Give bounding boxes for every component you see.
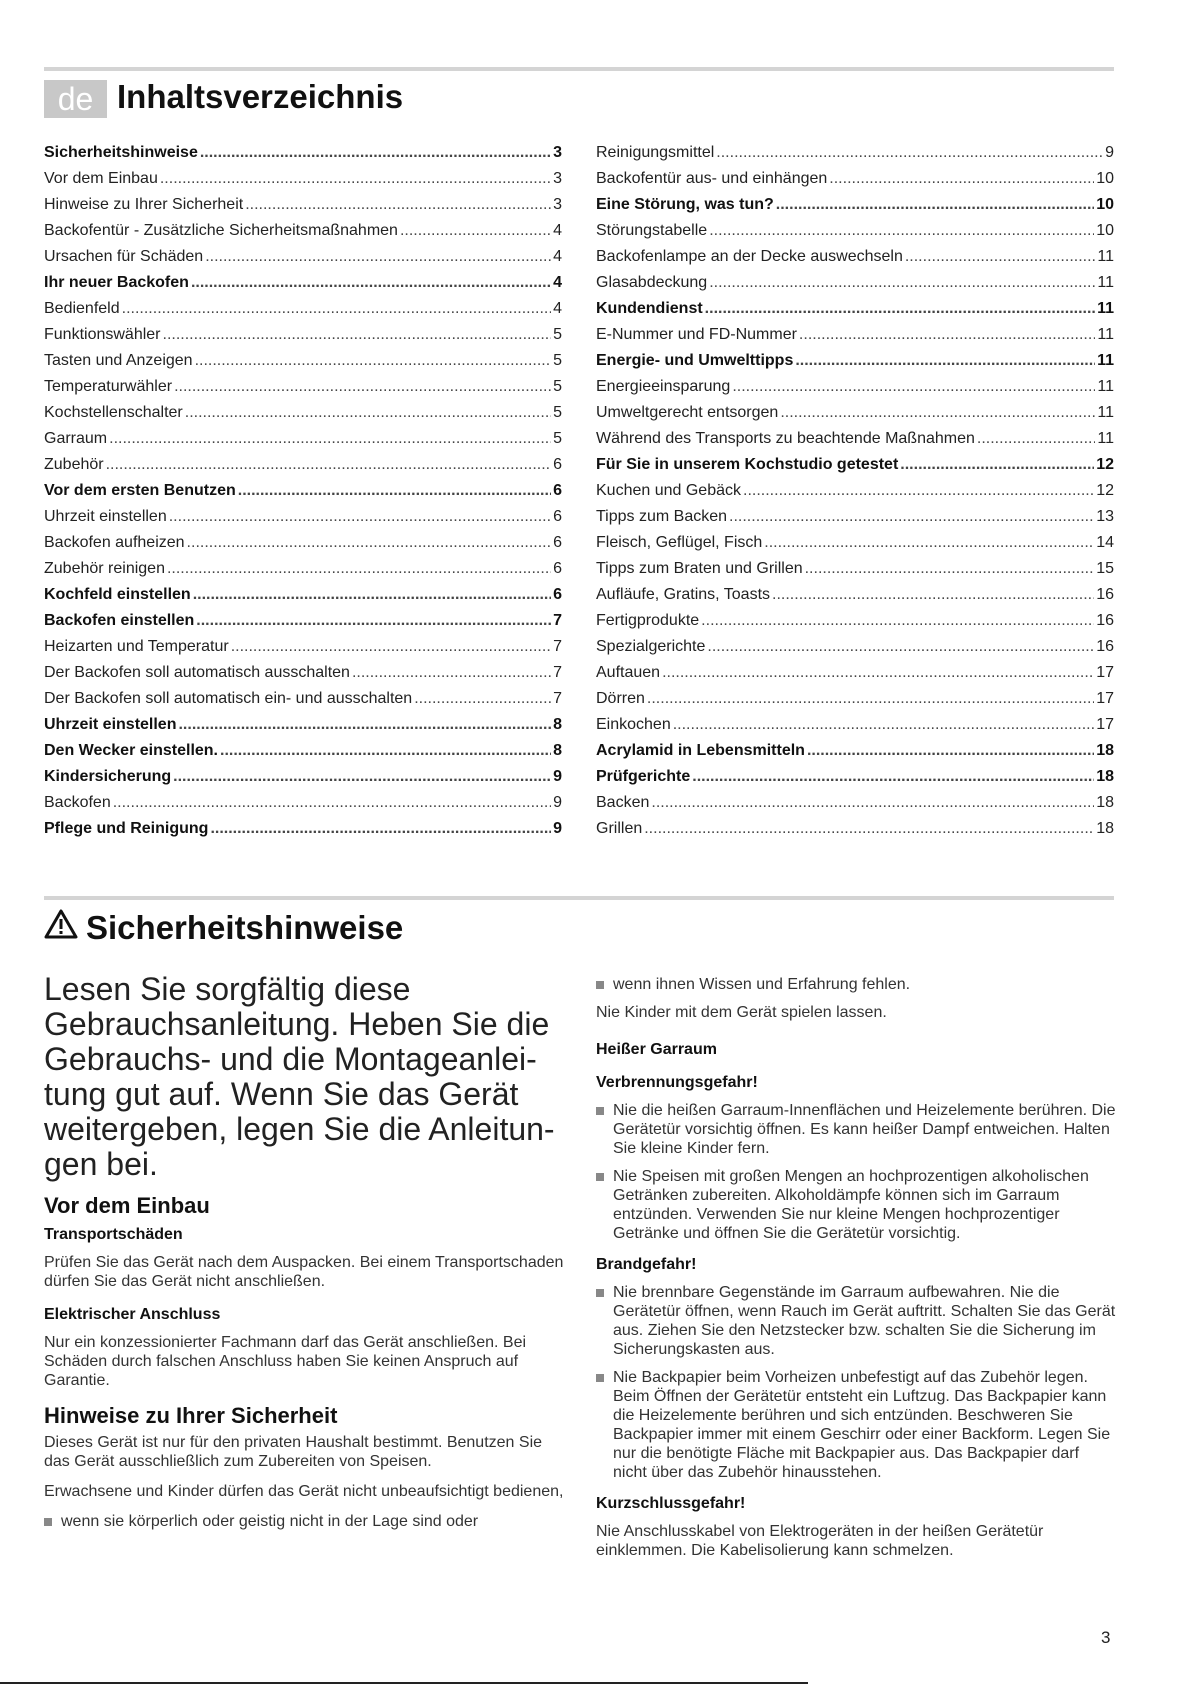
bullet-text: wenn ihnen Wissen und Erfahrung fehlen.	[613, 976, 911, 993]
toc-entry-page: 6	[553, 586, 562, 603]
toc-entry-page: 11	[1097, 274, 1114, 291]
toc-entry[interactable]	[596, 612, 1114, 638]
safety-right-column	[596, 975, 1116, 1571]
toc-entry[interactable]	[596, 378, 1114, 404]
toc-entry-page: 13	[1096, 508, 1114, 525]
safety-left-column	[44, 972, 564, 1540]
toc-entry-title: Zubehör	[44, 456, 104, 473]
toc-entry[interactable]	[44, 170, 562, 196]
toc-entry-page: 9	[553, 820, 562, 837]
toc-entry-leader	[220, 742, 551, 760]
heading-hinweise-sicherheit: Hinweise zu Ihrer Sicherheit	[44, 1403, 338, 1428]
toc-entry[interactable]	[596, 222, 1114, 248]
heading-verbrennungsgefahr: Verbrennungsgefahr!	[596, 1074, 758, 1091]
toc-entry-leader	[795, 352, 1095, 370]
paragraph-hinweise-2: Erwachsene und Kinder dürfen das Gerät nicht unbeaufsichtigt bedienen,	[44, 1483, 564, 1500]
toc-entry-page: 5	[553, 352, 562, 369]
toc-entry[interactable]	[596, 638, 1114, 664]
toc-entry-title: Bedienfeld	[44, 300, 120, 317]
toc-entry-leader	[729, 508, 1094, 526]
toc-entry-page: 14	[1096, 534, 1114, 551]
toc-entry-leader	[647, 690, 1094, 708]
toc-entry-page: 8	[553, 716, 562, 733]
toc-entry[interactable]	[596, 352, 1114, 378]
toc-entry[interactable]	[596, 690, 1114, 716]
toc-entry-title: Prüfgerichte	[596, 768, 691, 785]
toc-entry-page: 5	[553, 404, 562, 421]
paragraph-kurzschluss: Nie Anschlusskabel von Elektrogeräten in der heißen Gerätetür einklemmen. Die Kabelisolierung kann schmelzen.	[596, 1523, 1044, 1559]
bullet-item	[596, 1101, 1116, 1158]
toc-entry-page: 16	[1096, 638, 1114, 655]
toc-entry-title: Tasten und Anzeigen	[44, 352, 193, 369]
toc-entry-leader	[743, 482, 1094, 500]
bullet-square-icon	[596, 1107, 604, 1115]
toc-entry[interactable]	[44, 560, 562, 586]
toc-entry-page: 16	[1096, 586, 1114, 603]
toc-entry-page: 18	[1096, 742, 1114, 759]
toc-entry[interactable]	[44, 612, 562, 638]
toc-entry-leader	[705, 300, 1095, 318]
toc-entry-title: Tipps zum Backen	[596, 508, 728, 525]
toc-entry-page: 10	[1096, 170, 1114, 187]
toc-entry-leader	[807, 742, 1094, 760]
toc-entry-page: 6	[553, 456, 562, 473]
toc-entry-title: Eine Störung, was tun?	[596, 196, 774, 213]
toc-entry-title: Einkochen	[596, 716, 671, 733]
toc-entry[interactable]	[44, 196, 562, 222]
toc-entry-title: Ihr neuer Backofen	[44, 274, 189, 291]
toc-entry-page: 6	[553, 560, 562, 577]
toc-entry-page: 12	[1096, 456, 1114, 473]
footer-rule	[0, 1682, 808, 1684]
lead-paragraph: Lesen Sie sorgfältig diese Gebrauchsanleitung. Heben Sie die Gebrauchs- und die Montageanleitung gut auf. Wenn Sie das Gerät weitergeben, legen Sie die Anleitungen bei.	[44, 971, 555, 1182]
toc-entry-title: Heizarten und Temperatur	[44, 638, 229, 655]
toc-entry-page: 3	[553, 170, 562, 187]
toc-entry[interactable]	[44, 222, 562, 248]
toc-entry[interactable]	[44, 300, 562, 326]
toc-entry-leader	[905, 248, 1096, 266]
toc-entry-page: 7	[553, 664, 562, 681]
toc-entry[interactable]	[596, 326, 1114, 352]
toc-entry-title: Fleisch, Geflügel, Fisch	[596, 534, 763, 551]
bullet-square-icon	[596, 1173, 604, 1181]
page-number: 3	[1101, 1628, 1111, 1647]
toc-entry-title: Der Backofen soll automatisch ein- und ausschalten	[44, 690, 413, 707]
toc-entry-leader	[113, 794, 551, 812]
toc-entry-title: Grillen	[596, 820, 643, 837]
toc-entry-page: 6	[553, 534, 562, 551]
toc-entry[interactable]	[44, 508, 562, 534]
toc-entry-title: Glasabdeckung	[596, 274, 708, 291]
toc-entry-title: Kuchen und Gebäck	[596, 482, 741, 499]
toc-entry-page: 17	[1096, 716, 1114, 733]
toc-entry[interactable]	[596, 560, 1114, 586]
toc-entry[interactable]	[44, 456, 562, 482]
toc-entry[interactable]	[44, 638, 562, 664]
heading-transportschaeden: Transportschäden	[44, 1226, 183, 1243]
bullet-square-icon	[596, 1374, 604, 1382]
toc-entry-title: Garraum	[44, 430, 108, 447]
bullet-square-icon	[44, 1518, 52, 1526]
toc-entry-leader	[692, 768, 1094, 786]
bullet-item	[44, 1512, 564, 1531]
toc-entry[interactable]	[596, 664, 1114, 690]
toc-entry-page: 7	[553, 638, 562, 655]
toc-entry-leader	[196, 612, 551, 630]
toc-entry[interactable]	[596, 820, 1114, 846]
toc-entry-leader	[167, 560, 551, 578]
toc-entry-title: Aufläufe, Gratins, Toasts	[596, 586, 771, 603]
toc-entry-title: Hinweise zu Ihrer Sicherheit	[44, 196, 244, 213]
heading-vor-dem-einbau: Vor dem Einbau	[44, 1193, 210, 1218]
toc-entry[interactable]	[596, 144, 1114, 170]
toc-right-column	[596, 144, 1114, 846]
toc-entry-page: 4	[553, 300, 562, 317]
toc-entry[interactable]	[596, 716, 1114, 742]
section-title: Sicherheitshinweise	[86, 909, 404, 946]
toc-entry-page: 5	[553, 378, 562, 395]
toc-entry[interactable]	[44, 664, 562, 690]
toc-entry[interactable]	[44, 820, 562, 846]
toc-entry-leader	[400, 222, 551, 240]
toc-entry-page: 6	[553, 508, 562, 525]
toc-entry-page: 3	[553, 144, 562, 161]
toc-entry-title: Energie- und Umwelttipps	[596, 352, 794, 369]
toc-entry[interactable]	[44, 690, 562, 716]
heading-kurzschlussgefahr: Kurzschlussgefahr!	[596, 1495, 746, 1512]
bullet-text: Nie brennbare Gegenstände im Garraum aufbewahren. Nie die Gerätetür öffnen, wenn Rauch im Gerät auftritt. Schalten Sie das Gerät aus. Ziehen Sie den Netzstecker bzw. schalten Sie die Sicherung im Sicherungskasten aus.	[613, 1284, 1116, 1358]
toc-entry-title: Backofen einstellen	[44, 612, 195, 629]
paragraph-transport: Prüfen Sie das Gerät nach dem Auspacken. Bei einem Transportschaden dürfen Sie das Gerät nicht anschließen.	[44, 1254, 564, 1290]
toc-entry-leader	[673, 716, 1094, 734]
toc-entry-leader	[174, 378, 551, 396]
toc-entry-title: Der Backofen soll automatisch ausschalten	[44, 664, 350, 681]
toc-entry-leader	[245, 196, 551, 214]
toc-entry-title: Umweltgerecht entsorgen	[596, 404, 779, 421]
toc-entry-title: Fertigprodukte	[596, 612, 700, 629]
toc-entry-leader	[644, 820, 1094, 838]
toc-entry[interactable]	[44, 352, 562, 378]
paragraph-hinweise-1: Dieses Gerät ist nur für den privaten Haushalt bestimmt. Benutzen Sie das Gerät ausschließlich zum Zubereiten von Speisen.	[44, 1434, 543, 1470]
toc-entry-leader	[163, 326, 552, 344]
toc-entry-title: Dörren	[596, 690, 645, 707]
toc-entry[interactable]	[44, 430, 562, 456]
toc-entry[interactable]	[44, 404, 562, 430]
toc-entry-title: Während des Transports zu beachtende Maßnahmen	[596, 430, 975, 447]
toc-entry-leader	[764, 534, 1094, 552]
paragraph-kinder: Nie Kinder mit dem Gerät spielen lassen.	[596, 1004, 887, 1021]
toc-entry-title: Zubehör reinigen	[44, 560, 165, 577]
toc-entry-page: 17	[1096, 690, 1114, 707]
toc-entry-page: 11	[1097, 248, 1114, 265]
toc-entry-page: 6	[553, 482, 562, 499]
toc-entry-title: Acrylamid in Lebensmitteln	[596, 742, 805, 759]
toc-entry-leader	[716, 144, 1103, 162]
bullet-item	[596, 1368, 1116, 1482]
toc-entry-page: 11	[1097, 300, 1114, 317]
toc-entry-title: Den Wecker einstellen.	[44, 742, 218, 759]
section-title-row	[44, 908, 403, 948]
toc-entry-page: 4	[553, 274, 562, 291]
toc-entry-title: Tipps zum Braten und Grillen	[596, 560, 803, 577]
section-top-rule	[44, 896, 1114, 900]
toc-entry-page: 9	[553, 794, 562, 811]
toc-entry[interactable]	[596, 170, 1114, 196]
toc-entry-title: E-Nummer und FD-Nummer	[596, 326, 797, 343]
toc-entry-page: 4	[553, 222, 562, 239]
language-badge: de	[44, 80, 107, 118]
toc-entry-page: 10	[1096, 222, 1114, 239]
toc-entry-leader	[414, 690, 551, 708]
toc-entry-title: Kochstellenschalter	[44, 404, 183, 421]
toc-entry[interactable]	[596, 404, 1114, 430]
toc-entry[interactable]	[44, 716, 562, 742]
toc-entry[interactable]	[596, 274, 1114, 300]
toc-entry-page: 17	[1096, 664, 1114, 681]
toc-entry-leader	[651, 794, 1094, 812]
bullet-text: wenn sie körperlich oder geistig nicht in der Lage sind oder	[61, 1513, 479, 1530]
toc-top-rule	[44, 67, 1114, 71]
toc-entry-leader	[185, 404, 551, 422]
toc-entry-leader	[780, 404, 1095, 422]
bullet-item	[596, 1283, 1116, 1359]
toc-entry-leader	[799, 326, 1095, 344]
bullet-text: Nie Speisen mit großen Mengen an hochprozentigen alkoholischen Getränken zubereiten. Alkoholdämpfe können sich im Garraum entzünden. Verwenden Sie nur kleine Mengen hochprozentiger Getränke und öffnen Sie die Gerätetür vorsichtig.	[613, 1168, 1089, 1242]
warning-triangle-icon	[44, 908, 78, 948]
toc-entry-leader	[900, 456, 1094, 474]
toc-entry-leader	[709, 222, 1094, 240]
toc-entry[interactable]	[596, 430, 1114, 456]
toc-entry-leader	[732, 378, 1095, 396]
toc-entry-title: Backofentür - Zusätzliche Sicherheitsmaßnahmen	[44, 222, 398, 239]
toc-entry-leader	[193, 586, 551, 604]
toc-entry-leader	[160, 170, 551, 188]
toc-entry-page: 8	[553, 742, 562, 759]
toc-entry-leader	[169, 508, 551, 526]
toc-entry-title: Spezialgerichte	[596, 638, 706, 655]
toc-entry-page: 5	[553, 430, 562, 447]
heading-elektrischer-anschluss: Elektrischer Anschluss	[44, 1306, 221, 1323]
toc-entry-title: Vor dem ersten Benutzen	[44, 482, 236, 499]
toc-entry-title: Pflege und Reinigung	[44, 820, 209, 837]
toc-entry-page: 16	[1096, 612, 1114, 629]
toc-entry-page: 7	[553, 690, 562, 707]
toc-entry-title: Ursachen für Schäden	[44, 248, 204, 265]
toc-entry-leader	[352, 664, 551, 682]
toc-entry[interactable]	[44, 534, 562, 560]
toc-entry-title: Energieeinsparung	[596, 378, 731, 395]
toc-entry[interactable]	[596, 534, 1114, 560]
toc-entry-leader	[191, 274, 551, 292]
toc-entry-page: 18	[1096, 820, 1114, 837]
toc-entry[interactable]	[596, 768, 1114, 794]
toc-entry-page: 7	[553, 612, 562, 629]
toc-entry-leader	[707, 638, 1094, 656]
toc-entry-leader	[205, 248, 551, 266]
toc-entry-page: 15	[1096, 560, 1114, 577]
bullet-item	[596, 1167, 1116, 1243]
toc-entry[interactable]	[596, 482, 1114, 508]
toc-entry-leader	[772, 586, 1094, 604]
toc-entry-title: Für Sie in unserem Kochstudio getestet	[596, 456, 899, 473]
toc-entry-leader	[122, 300, 551, 318]
toc-entry[interactable]	[44, 742, 562, 768]
toc-entry-title: Kindersicherung	[44, 768, 172, 785]
toc-entry-page: 9	[1105, 144, 1114, 161]
toc-entry-leader	[776, 196, 1094, 214]
toc-entry-leader	[709, 274, 1095, 292]
toc-entry[interactable]	[44, 144, 562, 170]
toc-entry-page: 4	[553, 248, 562, 265]
bullet-text: Nie Backpapier beim Vorheizen unbefestigt auf das Zubehör legen. Beim Öffnen der Gerätetür entsteht ein Luftzug. Das Backpapier kann die Heizelemente berühren und sich entzünden. Beschweren Sie Backpapier immer mit einem Geschirr oder einer Backform. Legen Sie nur die benötigte Fläche mit Backpapier aus. Das Backpapier darf nicht über das Zubehör hinausstehen.	[613, 1369, 1111, 1481]
toc-entry[interactable]	[44, 586, 562, 612]
toc-entry-title: Backen	[596, 794, 650, 811]
heading-brandgefahr: Brandgefahr!	[596, 1256, 697, 1273]
toc-entry-title: Backofentür aus- und einhängen	[596, 170, 828, 187]
toc-entry[interactable]	[596, 508, 1114, 534]
toc-left-column	[44, 144, 562, 846]
toc-entry-leader	[805, 560, 1095, 578]
toc-entry-title: Backofen aufheizen	[44, 534, 185, 551]
toc-entry-title: Funktionswähler	[44, 326, 161, 343]
toc-entry-leader	[106, 456, 552, 474]
toc-entry[interactable]	[596, 196, 1114, 222]
toc-entry-title: Temperaturwähler	[44, 378, 173, 395]
toc-title: Inhaltsverzeichnis	[117, 78, 404, 115]
toc-entry[interactable]	[596, 742, 1114, 768]
toc-entry-leader	[195, 352, 552, 370]
toc-entry-page: 9	[553, 768, 562, 785]
toc-entry-page: 12	[1096, 482, 1114, 499]
toc-entry-leader	[701, 612, 1094, 630]
bullet-square-icon	[596, 981, 604, 989]
toc-entry-page: 5	[553, 326, 562, 343]
toc-entry-page: 10	[1096, 196, 1114, 213]
toc-entry-leader	[977, 430, 1096, 448]
paragraph-anschluss: Nur ein konzessionierter Fachmann darf das Gerät anschließen. Bei Schäden durch falschen Anschluss haben Sie keinen Anspruch auf Garantie.	[44, 1334, 527, 1389]
toc-entry-title: Uhrzeit einstellen	[44, 508, 167, 525]
toc-entry[interactable]	[596, 248, 1114, 274]
toc-entry-leader	[173, 768, 551, 786]
toc-entry[interactable]	[596, 586, 1114, 612]
bullet-item	[596, 975, 1116, 994]
toc-entry-title: Störungstabelle	[596, 222, 708, 239]
toc-entry-title: Backofenlampe an der Decke auswechseln	[596, 248, 903, 265]
toc-entry-leader	[210, 820, 551, 838]
toc-entry-page: 11	[1097, 326, 1114, 343]
toc-entry[interactable]	[44, 326, 562, 352]
toc-entry-leader	[178, 716, 551, 734]
bullet-square-icon	[596, 1289, 604, 1297]
toc-entry[interactable]	[44, 274, 562, 300]
toc-entry-leader	[662, 664, 1094, 682]
toc-entry-title: Kundendienst	[596, 300, 703, 317]
toc-entry-leader	[200, 144, 551, 162]
toc-entry-page: 11	[1097, 352, 1114, 369]
toc-entry[interactable]	[44, 768, 562, 794]
toc-entry[interactable]	[44, 482, 562, 508]
toc-entry-leader	[829, 170, 1094, 188]
toc-entry-title: Sicherheitshinweise	[44, 144, 198, 161]
toc-entry-title: Kochfeld einstellen	[44, 586, 191, 603]
toc-entry-title: Backofen	[44, 794, 111, 811]
toc-entry[interactable]	[596, 456, 1114, 482]
toc-entry-page: 18	[1096, 794, 1114, 811]
toc-entry[interactable]	[44, 248, 562, 274]
toc-entry[interactable]	[596, 300, 1114, 326]
toc-entry-leader	[187, 534, 552, 552]
heading-heisser-garraum: Heißer Garraum	[596, 1041, 717, 1058]
toc-entry[interactable]	[44, 794, 562, 820]
toc-entry-leader	[231, 638, 551, 656]
bullet-text: Nie die heißen Garraum-Innenflächen und Heizelemente berühren. Die Gerätetür vorsichtig öffnen. Es kann heißer Dampf entweichen. Halten Sie kleine Kinder fern.	[613, 1102, 1116, 1157]
toc-entry-page: 11	[1097, 378, 1114, 395]
toc-entry-leader	[238, 482, 551, 500]
toc-entry-title: Auftauen	[596, 664, 661, 681]
toc-entry[interactable]	[596, 794, 1114, 820]
toc-entry-title: Vor dem Einbau	[44, 170, 158, 187]
toc-entry-leader	[109, 430, 551, 448]
toc-entry[interactable]	[44, 378, 562, 404]
toc-entry-title: Reinigungsmittel	[596, 144, 715, 161]
toc-entry-title: Uhrzeit einstellen	[44, 716, 177, 733]
toc-entry-page: 3	[553, 196, 562, 213]
toc-entry-page: 11	[1097, 430, 1114, 447]
toc-entry-page: 18	[1096, 768, 1114, 785]
toc-entry-page: 11	[1097, 404, 1114, 421]
